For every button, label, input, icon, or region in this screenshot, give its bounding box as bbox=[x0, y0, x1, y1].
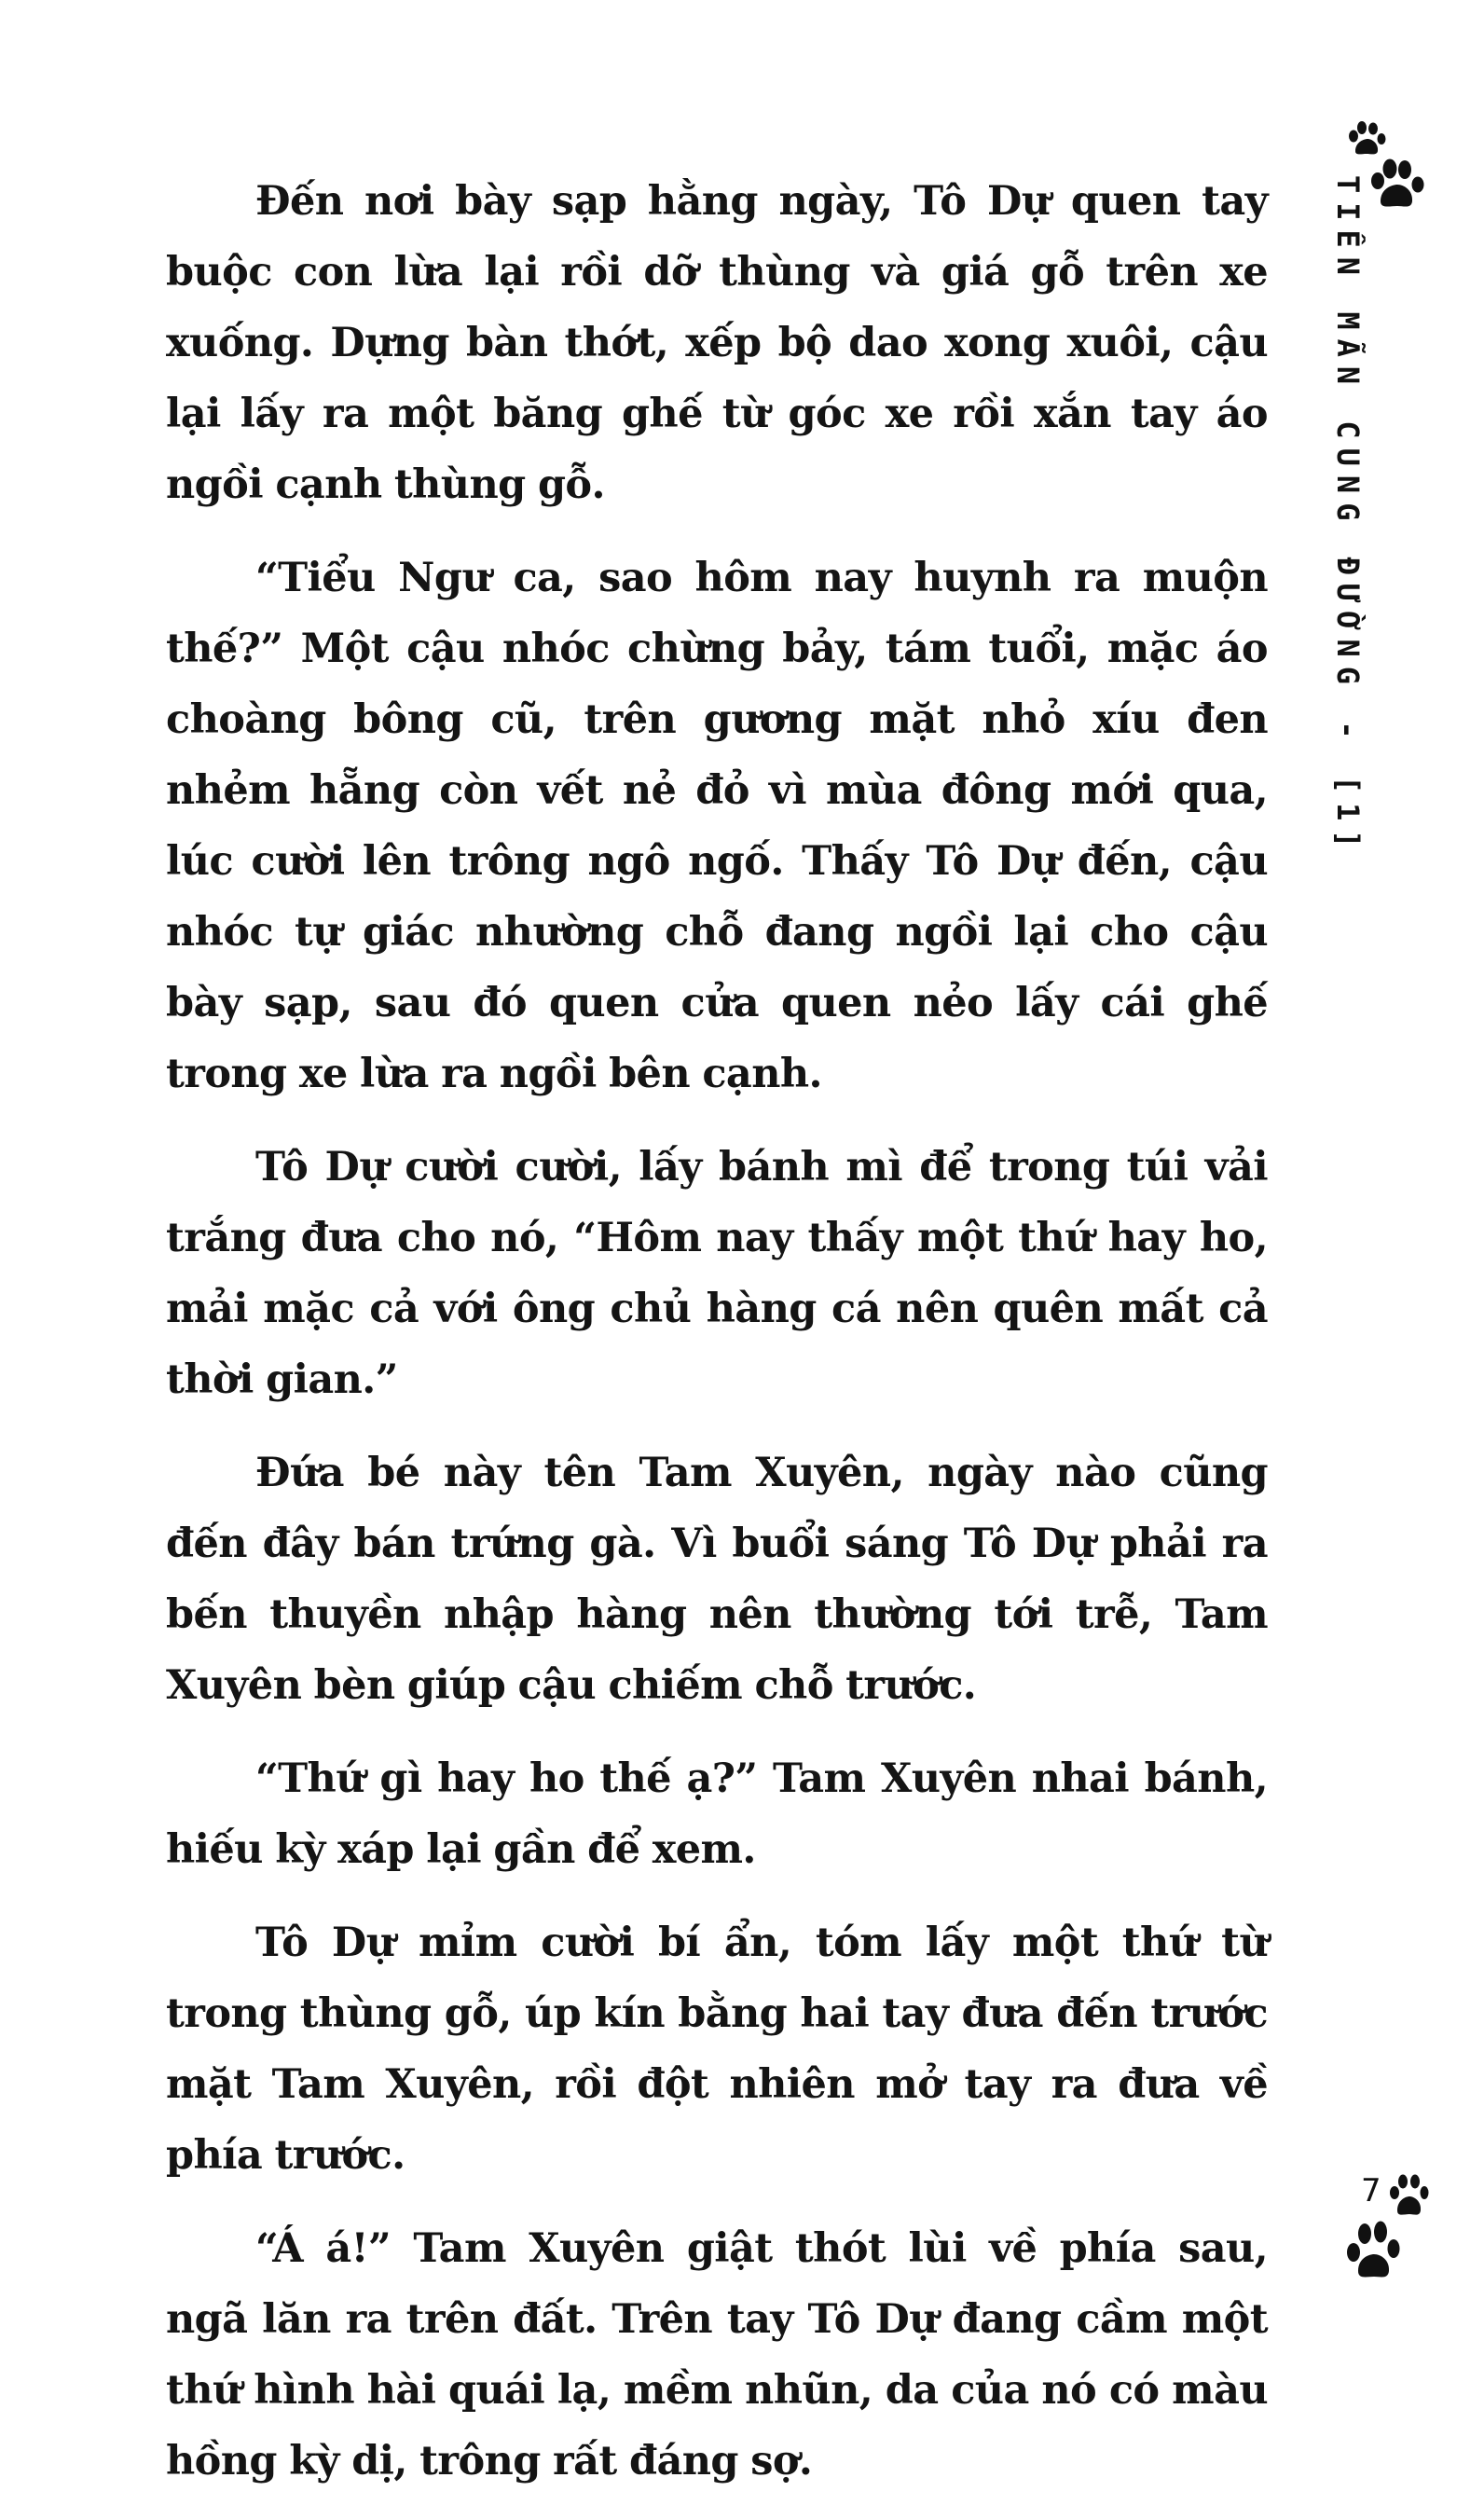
running-header: TIÊN MÃN CUNG ĐƯỜNG - [1] bbox=[1330, 175, 1366, 858]
paragraph: Đến nơi bày sạp hằng ngày, Tô Dự quen tay buộc con lừa lại rồi dỡ thùng và giá gỗ trên xe xuống. Dựng bàn thớt, xếp bộ dao xong xuôi, cậu lại lấy ra một băng ghế từ góc xe rồi xắn tay áo ngồi cạnh thùng gỗ. bbox=[166, 178, 1268, 508]
body-text bbox=[166, 166, 1268, 2519]
paragraph: Đứa bé này tên Tam Xuyên, ngày nào cũng đến đây bán trứng gà. Vì buổi sáng Tô Dự phải ra bến thuyền nhập hàng nên thường tới trễ, Tam Xuyên bèn giúp cậu chiếm chỗ trước. bbox=[166, 1450, 1268, 1709]
paw-print-icon-small bbox=[1389, 2174, 1430, 2217]
paw-print-icon-large bbox=[1346, 2221, 1402, 2280]
paw-print-icon-large bbox=[1370, 158, 1426, 209]
paragraph: Tô Dự cười cười, lấy bánh mì để trong túi vải trắng đưa cho nó, “Hôm nay thấy một thứ hay ho, mải mặc cả với ông chủ hàng cá nên quên mất cả thời gian.” bbox=[166, 1144, 1268, 1403]
paragraph: “Thứ gì hay ho thế ạ?” Tam Xuyên nhai bánh, hiếu kỳ xáp lại gần để xem. bbox=[166, 1755, 1268, 1873]
paw-print-icon-small bbox=[1348, 121, 1387, 157]
paragraph: Tô Dự mỉm cười bí ẩn, tóm lấy một thứ từ trong thùng gỗ, úp kín bằng hai tay đưa đến trước mặt Tam Xuyên, rồi đột nhiên mở tay ra đưa về phía trước. bbox=[166, 1920, 1268, 2179]
page-number: 7 bbox=[1361, 2172, 1381, 2209]
paragraph: “Á á!” Tam Xuyên giật thót lùi về phía sau, ngã lăn ra trên đất. Trên tay Tô Dự đang cầm một thứ hình hài quái lạ, mềm nhũn, da của nó có màu hồng kỳ dị, trông rất đáng sợ. bbox=[166, 2225, 1268, 2485]
paragraph: “Tiểu Ngư ca, sao hôm nay huynh ra muộn thế?” Một cậu nhóc chừng bảy, tám tuổi, mặc áo choàng bông cũ, trên gương mặt nhỏ xíu đen nhẻm hẵng còn vết nẻ đỏ vì mùa đông mới qua, lúc cười lên trông ngô ngố. Thấy Tô Dự đến, cậu nhóc tự giác nhường chỗ đang ngồi lại cho cậu bày sạp, sau đó quen cửa quen nẻo lấy cái ghế trong xe lừa ra ngồi bên cạnh. bbox=[166, 555, 1268, 1097]
